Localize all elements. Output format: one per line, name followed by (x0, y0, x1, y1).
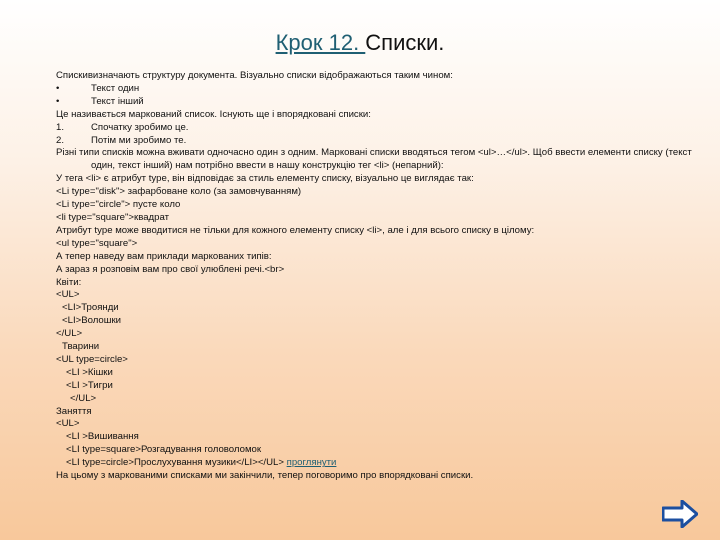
code-text: <LI type=circle>Прослухування музики</LI></UL> (66, 457, 287, 469)
code-line: <LI type=square>Розгадування головоломок (66, 444, 262, 456)
code-line (56, 457, 706, 470)
text-line: Спискивизначають структуру документа. Візуально списки відображаються таким чином: (56, 70, 453, 81)
list-item-text: Потім ми зробимо те. (91, 134, 187, 146)
list-item-text: Спочатку зробимо це. (91, 121, 189, 133)
code-line: <li type="square">квадрат (56, 211, 169, 223)
text-line: Це називається маркований список. Існують ще і впорядковані списки: (56, 108, 371, 120)
text-line: Квіти: (56, 276, 82, 288)
list-number: 1. (56, 121, 65, 133)
code-line: <Li type="disk"> зафарбоване коло (за замовчуванням) (56, 186, 302, 198)
view-link[interactable]: проглянути (286, 457, 337, 469)
list-item (56, 96, 706, 109)
text-line: Тварини (62, 341, 100, 353)
list-item (56, 122, 706, 135)
text-line: Різні типи списків можна вживати одночасно один з одним. Марковані списки вводяться тегом <ul>…</ul>. Щоб ввести елементи списку (текст один, текст інший) нам потрібно ввести в нашу конструкцію тег <li> (непарний): (56, 147, 692, 172)
next-button[interactable] (662, 500, 698, 528)
page-title (0, 30, 720, 56)
code-line: <LI >Кішки (66, 366, 113, 378)
text-line: Заняття (56, 405, 92, 417)
list-item (56, 83, 706, 96)
list-item-text: Текст інший (91, 95, 144, 107)
right-arrow-icon (662, 500, 698, 528)
code-line: <UL type=circle> (56, 353, 128, 365)
list-number: 2. (56, 134, 65, 146)
list-item (56, 135, 706, 148)
text-line: На цьому з маркованими списками ми закінчили, тепер поговоримо про впорядковані списки. (56, 470, 474, 482)
title-topic: Списки. (365, 30, 445, 55)
text-line: У тега <li> є атрибут type, він відповідає за стиль елементу списку, візуально це виглядає так: (56, 173, 474, 185)
code-line: <UL> (56, 418, 80, 430)
code-line: <ul type="square"> (56, 237, 138, 249)
code-line: <LI >Тигри (66, 379, 113, 391)
bullet-icon: • (56, 95, 60, 107)
code-line: <LI>Троянди (62, 302, 119, 314)
code-line: <LI>Волошки (62, 315, 122, 327)
code-line: <UL> (56, 289, 80, 301)
text-line: Атрибут type може вводитися не тільки для кожного елементу списку <li>, але і для всього списку в цілому: (56, 224, 535, 236)
code-line: <Li type="circle"> пусте коло (56, 199, 181, 211)
list-item-text: Текст один (91, 82, 140, 94)
code-line: </UL> (70, 392, 97, 404)
text-line: А зараз я розповім вам про свої улюблені речі.<br> (56, 263, 285, 275)
lesson-text (56, 70, 706, 483)
code-line: </UL> (56, 328, 83, 340)
bullet-icon: • (56, 82, 60, 94)
step-link[interactable]: Крок 12. (275, 30, 366, 55)
code-line: <LI >Вишивання (66, 431, 139, 443)
text-line: А тепер наведу вам приклади маркованих типів: (56, 250, 272, 262)
